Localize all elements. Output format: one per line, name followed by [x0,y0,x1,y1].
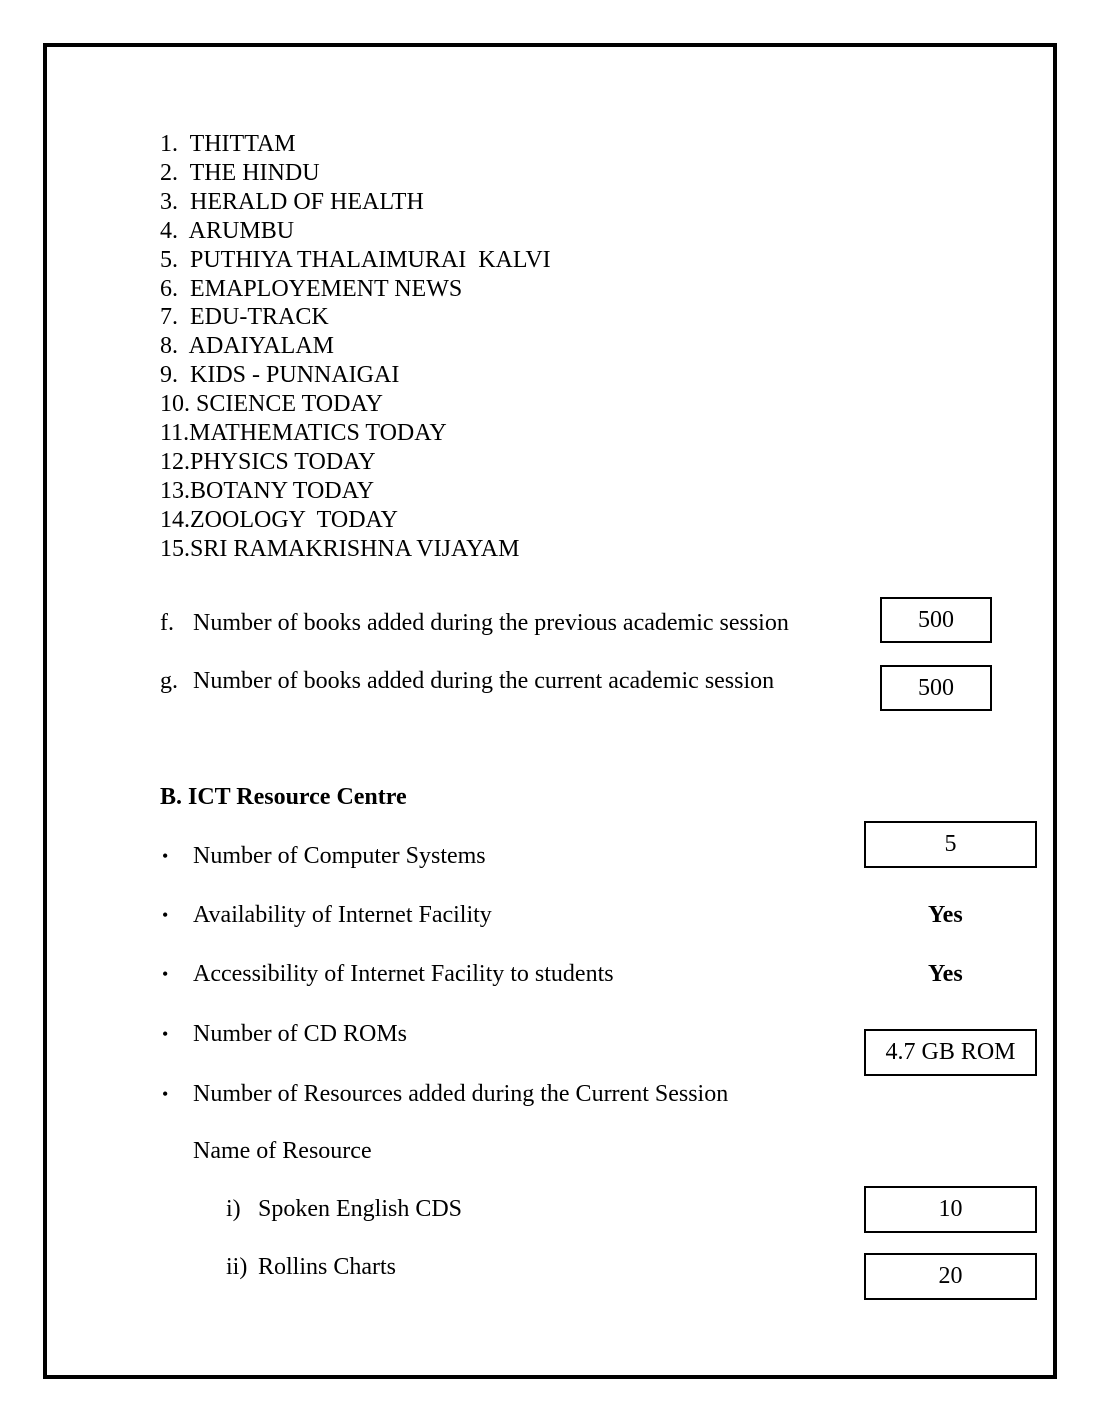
periodicals-list [160,130,551,564]
books-previous-label: Number of books added during the previous academic session [193,610,789,636]
list-item: 14.ZOOLOGY TODAY [160,506,399,533]
access-label: Accessibility of Internet Facility to students [193,961,614,987]
ict-heading: B. ICT Resource Centre [160,784,407,810]
list-item: 13.BOTANY TODAY [160,477,375,504]
list-item: 8. ADAIYALAM [160,333,334,360]
list-item: 15.SRI RAMAKRISHNA VIJAYAM [160,535,520,562]
list-item: 6. EMAPLOYEMENT NEWS [160,275,463,302]
list-item: 3. HERALD OF HEALTH [160,188,424,215]
resource-value: 20 [864,1253,1037,1300]
resources-label: Number of Resources added during the Current Session [193,1081,729,1107]
list-item: 2. THE HINDU [160,159,320,186]
resource-label: Rollins Charts [258,1254,397,1280]
list-item: 4. ARUMBU [160,217,295,244]
books-previous-value: 500 [880,597,992,643]
books-current-marker: g. [160,668,178,694]
internet-label: Availability of Internet Facility [193,902,492,928]
books-previous-marker: f. [160,610,174,636]
computers-value: 5 [864,821,1037,868]
list-item: 5. PUTHIYA THALAIMURAI KALVI [160,246,551,273]
bullet-icon: • [162,905,169,925]
resource-marker: i) [226,1196,241,1222]
books-current-label: Number of books added during the current academic session [193,668,775,694]
books-current-value: 500 [880,665,992,711]
resource-value: 10 [864,1186,1037,1233]
list-item: 11.MATHEMATICS TODAY [160,420,447,447]
list-item: 10. SCIENCE TODAY [160,391,383,418]
cdrom-value: 4.7 GB ROM [864,1029,1037,1076]
cdrom-label: Number of CD ROMs [193,1021,407,1047]
list-item: 1. THITTAM [160,131,296,157]
bullet-icon: • [162,846,169,866]
list-item: 9. KIDS - PUNNAIGAI [160,362,400,389]
list-item: 7. EDU-TRACK [160,304,329,331]
internet-value: Yes [928,902,963,928]
resource-name-heading: Name of Resource [193,1138,372,1164]
resource-label: Spoken English CDS [258,1196,463,1222]
computers-label: Number of Computer Systems [193,843,486,869]
bullet-icon: • [162,1024,169,1044]
bullet-icon: • [162,1084,169,1104]
bullet-icon: • [162,964,169,984]
list-item: 12.PHYSICS TODAY [160,448,376,475]
access-value: Yes [928,961,963,987]
resource-marker: ii) [226,1254,248,1280]
